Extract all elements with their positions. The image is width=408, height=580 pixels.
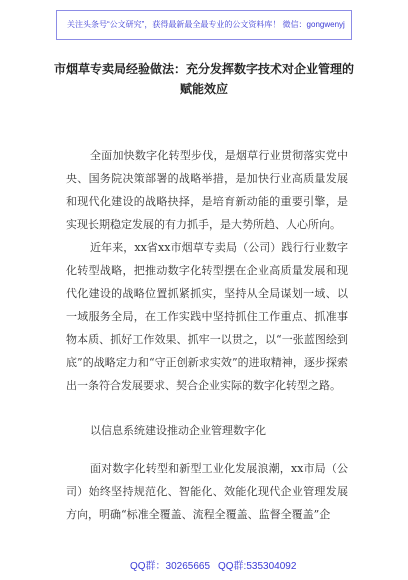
header-banner: 关注头条号“公文研究”，获得最新最全最专业的公文资料库！ 微信：gongwenyj (56, 10, 352, 40)
document-title-line-2: 赋能效应 (179, 82, 228, 96)
document-title-line-1: 市烟草专卖局经验做法：充分发挥数字技术对企业管理的 (53, 62, 354, 76)
qq-group-right: QQ群:535304092 (218, 561, 297, 572)
body-paragraph-1: 全面加快数字化转型步伐，是烟草行业贯彻落实党中央、国务院决策部署的战略举措，是加快行业高质量发展和现代化建设的战略抉择，是培育新动能的重要引擎，是实现长期稳定发展的有力抓手，是大势所趋、人心所向。 (66, 149, 348, 231)
section-heading: 以信息系统建设推动企业管理数字化 (90, 424, 266, 437)
section-paragraph: 面对数字化转型和新型工业化发展浪潮，xx市局（公司）始终坚持规范化、智能化、效能化现代企业管理发展方向，明确“标准全覆盖、流程全覆盖、监督全覆盖”企 (66, 462, 348, 521)
qq-group-left: QQ群：30265665 (130, 561, 211, 572)
body-paragraph-2: 近年来，xx省xx市烟草专卖局（公司）践行行业数字化转型战略，把推动数字化转型摆在企业高质量发展和现代化建设的战略位置抓紧抓实，坚持从全局谋划一域、以一域服务全局，在工作实践中坚持抓住工作重点、抓准事物本质、抓好工作效果、抓牢一以贯之，以“一张蓝图绘到底”的战略定力和“守正创新求实效”的进取精神，逐步探索出一条符合发展要求、契合企业实际的数字化转型之路。 (66, 241, 348, 392)
